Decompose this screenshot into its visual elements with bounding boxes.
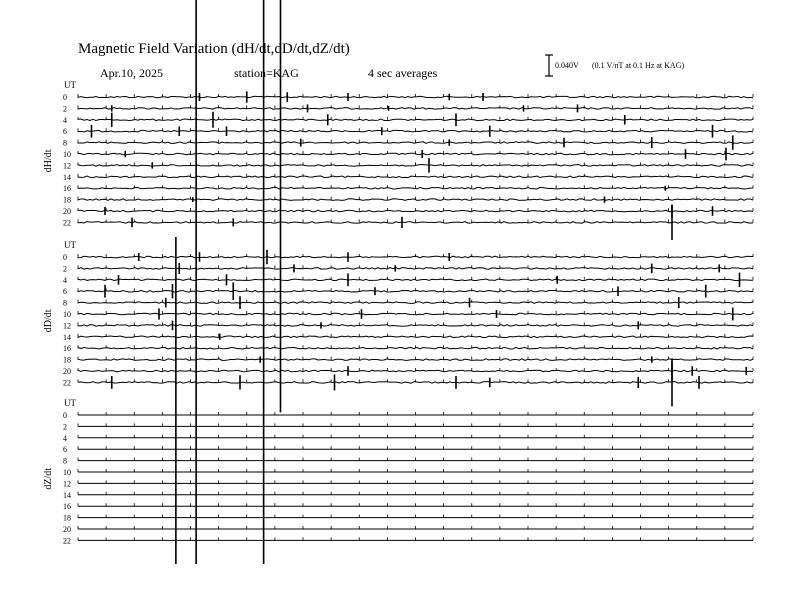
row-label: 2 bbox=[63, 264, 67, 274]
row-label: 22 bbox=[63, 536, 71, 546]
row-label: 16 bbox=[63, 344, 71, 354]
row-label: 4 bbox=[63, 115, 67, 125]
row-label: 8 bbox=[63, 298, 67, 308]
ut-label: UT bbox=[64, 398, 76, 408]
row-label: 8 bbox=[63, 456, 67, 466]
row-label: 16 bbox=[63, 184, 71, 194]
row-label: 8 bbox=[63, 138, 67, 148]
row-label: 16 bbox=[63, 502, 71, 512]
row-label: 12 bbox=[63, 161, 71, 171]
row-label: 4 bbox=[63, 433, 67, 443]
row-label: 12 bbox=[63, 479, 71, 489]
row-label: 10 bbox=[63, 310, 71, 319]
row-label: 0 bbox=[63, 93, 67, 102]
chart-station: station=KAG bbox=[234, 66, 299, 80]
row-label: 20 bbox=[63, 367, 71, 376]
panel-dhdt bbox=[43, 80, 753, 240]
row-label: 2 bbox=[63, 104, 67, 114]
row-label: 22 bbox=[63, 218, 71, 228]
row-label: 6 bbox=[63, 287, 67, 297]
row-label: 18 bbox=[63, 355, 71, 365]
chart-title: Magnetic Field Variation (dH/dt,dD/dt,dZ/dt) bbox=[78, 41, 350, 57]
row-label: 6 bbox=[63, 445, 67, 455]
row-label: 14 bbox=[63, 490, 71, 500]
panel-ylabel: dZ/dt bbox=[43, 468, 54, 490]
panel-dddt bbox=[43, 240, 753, 406]
ut-label: UT bbox=[64, 240, 76, 250]
chart-date: Apr.10, 2025 bbox=[100, 66, 163, 80]
row-label: 0 bbox=[63, 411, 67, 420]
row-label: 2 bbox=[63, 422, 67, 432]
long-spikes bbox=[176, 0, 281, 564]
panel-dzdt bbox=[43, 398, 753, 545]
row-label: 14 bbox=[63, 332, 71, 342]
scale-bar bbox=[545, 55, 684, 76]
row-label: 12 bbox=[63, 321, 71, 331]
row-label: 18 bbox=[63, 513, 71, 523]
ut-label: UT bbox=[64, 80, 76, 90]
panels bbox=[43, 80, 753, 545]
row-label: 14 bbox=[63, 172, 71, 182]
row-label: 10 bbox=[63, 150, 71, 159]
panel-ylabel: dD/dt bbox=[43, 309, 54, 333]
row-label: 20 bbox=[63, 525, 71, 534]
scale-note: (0.1 V/nT at 0.1 Hz at KAG) bbox=[592, 61, 685, 70]
row-label: 10 bbox=[63, 468, 71, 477]
scale-value-label: 0.040V bbox=[555, 61, 579, 70]
row-label: 18 bbox=[63, 195, 71, 205]
row-label: 6 bbox=[63, 127, 67, 137]
row-label: 4 bbox=[63, 275, 67, 285]
panel-ylabel: dH/dt bbox=[43, 149, 54, 173]
row-label: 22 bbox=[63, 378, 71, 388]
row-label: 20 bbox=[63, 207, 71, 216]
row-label: 0 bbox=[63, 253, 67, 262]
chart-averaging: 4 sec averages bbox=[368, 66, 438, 80]
